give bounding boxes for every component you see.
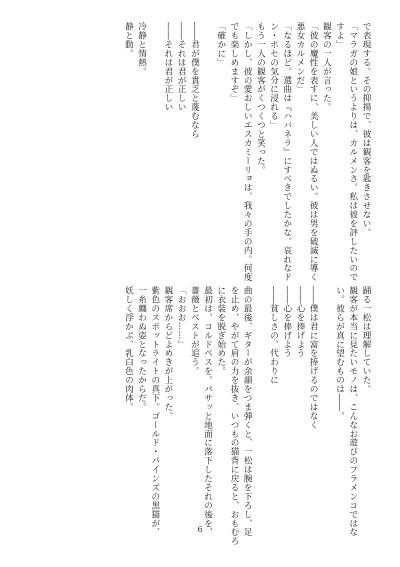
text-column: 一糸纏わぬ姿となったからだ。 bbox=[136, 286, 147, 412]
text-column: 悪女カルメンだ」 bbox=[294, 22, 305, 94]
text-column: 薔薇とベストが追う。 bbox=[189, 286, 200, 376]
text-block-bottom bbox=[121, 286, 372, 546]
text-column: 静と動。 bbox=[123, 22, 134, 58]
text-column: ――心を捧げよう bbox=[295, 286, 305, 358]
text-column: すよ」 bbox=[334, 22, 345, 49]
text-column: 妖しく浮かぶ、乳白色の肉体。 bbox=[123, 286, 134, 412]
text-column: ン・ホセの気分に浸れる」 bbox=[268, 22, 279, 130]
text-column: ――君が僕を貴乏と蔑むなら bbox=[189, 22, 200, 139]
text-column: 曲の最後、ギターが余韻をつま弾くと、一松は腕を下ろし、足 bbox=[242, 286, 253, 537]
text-column: 「確かに」 bbox=[215, 22, 226, 67]
text-column: 紫色のスポットライトの真下。ゴールド・パインズの黒猫が、 bbox=[149, 286, 160, 537]
text-column: 観客が本当に見たいモノは、こんなお遊びのフラメンコではな bbox=[347, 286, 358, 537]
text-column bbox=[253, 286, 266, 518]
text-column: ――貧しさの、代わりに bbox=[268, 286, 279, 385]
text-column: を止め、やがて肩の力を抜き、いつもの猫背に戻ると、おもむろ bbox=[229, 286, 239, 546]
text-column: 冷静と情熱。 bbox=[136, 22, 147, 76]
text-column: 観客席からどよめきが上がった。 bbox=[162, 286, 173, 421]
text-column bbox=[148, 22, 161, 252]
text-column: でも楽しめますぞ」 bbox=[228, 22, 239, 103]
text-column: い。彼らが真に望むものは――。 bbox=[334, 286, 345, 421]
text-column: 「しかし、彼の愛おしいエスカミーリョは、我々の手の内。何度 bbox=[242, 22, 253, 282]
text-column: 「おおお……」 bbox=[176, 286, 187, 349]
text-column: 「マラガの娘というよりは、カルメンさ。私は彼を評したいので bbox=[347, 22, 358, 282]
text-block-top bbox=[121, 22, 372, 282]
text-column: に衣装を脱ぎ始めた。 bbox=[215, 286, 226, 376]
text-column: ――それは君が正しい bbox=[162, 22, 173, 112]
text-column: ――僕は君に富を捧げるのではなく bbox=[308, 286, 319, 430]
text-column: ――心を捧げよう bbox=[281, 286, 292, 358]
text-column: ――それは君が正しい bbox=[176, 22, 187, 112]
text-column bbox=[319, 286, 332, 518]
text-column bbox=[200, 22, 213, 252]
text-column: 「彼の魔性を表すに、美しい人ではぬるい。彼は男を破滅に導く bbox=[308, 22, 319, 282]
text-column: で表現する。その抑揚で、彼は観客を匙きさせない。 bbox=[361, 22, 371, 237]
text-column: 観客の一人が言った。 bbox=[321, 22, 332, 112]
text-column: 「なるほど。選曲は『ハバネラ』にすべきでしたかな。哀れなド bbox=[281, 22, 292, 282]
text-column: もう一人の観客がくつくつと笑った。 bbox=[255, 22, 266, 175]
text-column: 最初は、コルドベスを。パサッと地面に落下したそれの後を、 bbox=[202, 286, 213, 537]
page-number: 6 bbox=[197, 525, 203, 534]
text-column: 踊る一松は理解していた。 bbox=[361, 286, 371, 394]
